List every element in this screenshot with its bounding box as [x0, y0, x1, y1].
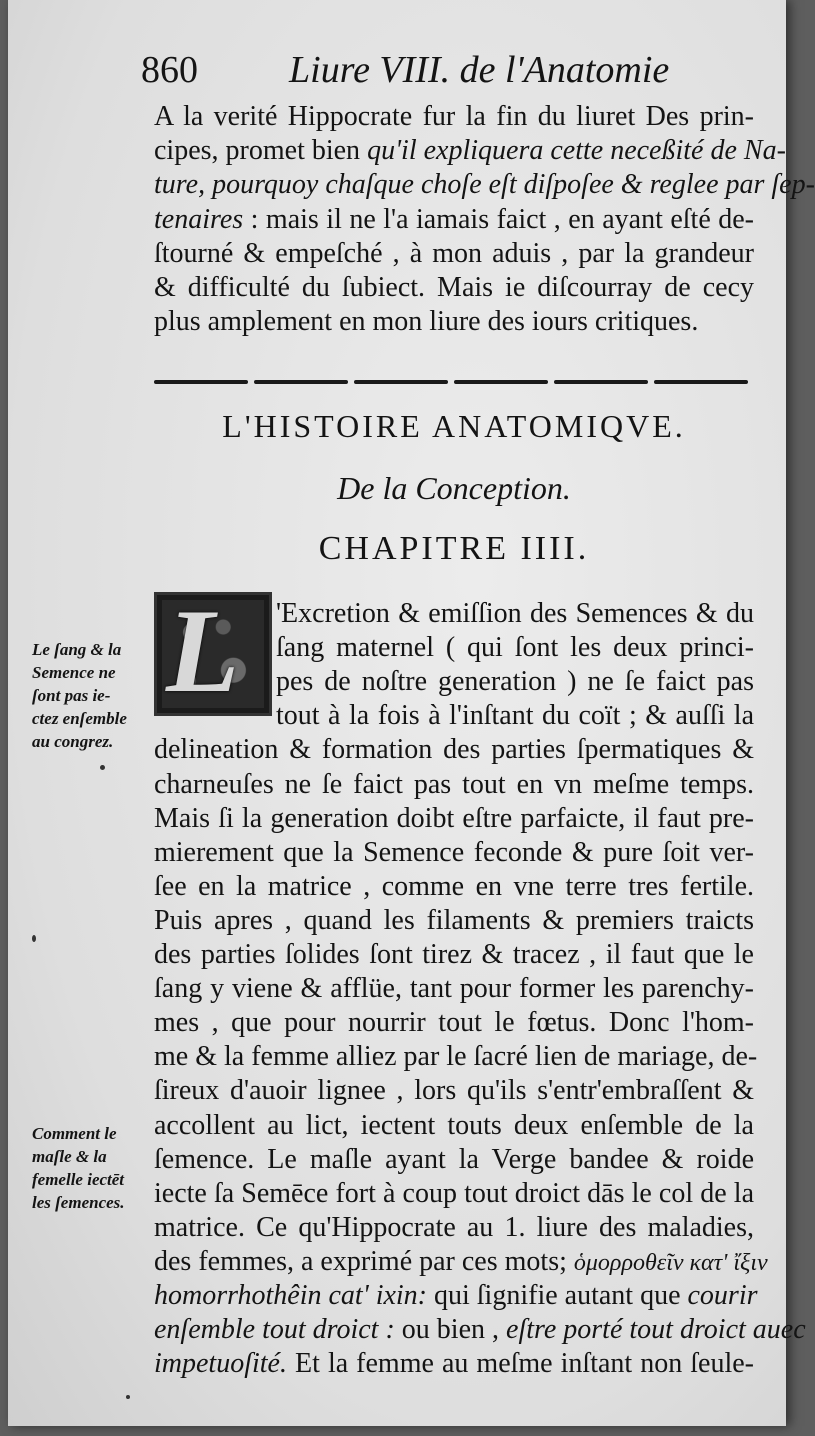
text-segment: ſtourné & empeſché , à mon aduis , par la grandeur	[154, 237, 754, 269]
text-line	[154, 1006, 754, 1040]
initial-letter: L	[166, 584, 240, 717]
text-segment: mierement que la Semence feconde & pure ſoit ver-	[154, 836, 754, 868]
italic-segment: enſemble tout droict :	[154, 1314, 395, 1346]
text-line	[154, 836, 754, 870]
text-segment: Mais ſi la generation doibt eſtre parfaicte, il faut pre-	[154, 802, 754, 834]
text-line	[154, 938, 754, 972]
text-segment: iecte ſa Semēce fort à coup tout droict dās le col de la	[154, 1177, 754, 1209]
text-line	[154, 1074, 754, 1108]
margin-note-line: Semence ne	[32, 663, 116, 682]
text-line	[154, 904, 754, 938]
margin-note-line: maſle & la	[32, 1147, 107, 1166]
text-line	[154, 168, 815, 202]
ink-speck	[32, 935, 36, 942]
text-line	[154, 870, 754, 904]
text-segment: Et la femme au meſme inſtant non ſeule-	[286, 1348, 754, 1380]
text-line	[154, 1279, 758, 1313]
margin-note-line: les ſemences.	[32, 1193, 125, 1212]
text-segment: des femmes, a exprimé par ces mots;	[154, 1245, 574, 1277]
text-segment: : mais il ne l'a iamais faict , en ayant eſté de-	[243, 203, 754, 235]
text-segment: ὁμορροθεῖν κατ' ἴξιν	[573, 1249, 768, 1276]
text-line	[276, 597, 754, 631]
margin-note	[32, 1122, 156, 1214]
text-segment: accollent au lict, iectent touts deux enſemble de la	[154, 1109, 754, 1141]
text-segment: ſang y viene & afflüe, tant pour former les parenchy-	[154, 973, 754, 1005]
text-segment: charneuſes ne ſe faict pas tout en vn meſme temps.	[154, 768, 754, 800]
margin-note-line: Le ſang & la	[32, 640, 122, 659]
text-segment: tout à la fois à l'inſtant du coït ; & auſſi la	[276, 700, 754, 732]
section-title: L'HISTOIRE ANATOMIQVE.	[222, 408, 686, 444]
text-line	[154, 768, 754, 802]
text-segment: des parties ſolides ſont tirez & tracez , il faut que le	[154, 939, 754, 970]
text-line	[276, 631, 754, 665]
text-line	[154, 733, 754, 767]
text-line	[154, 237, 754, 271]
text-segment: pes de noſtre generation ) ne ſe faict pas	[276, 666, 754, 698]
text-line	[276, 665, 754, 699]
text-line	[154, 802, 754, 836]
decorated-initial	[154, 584, 272, 717]
italic-segment: courir	[687, 1280, 758, 1311]
italic-segment: impetuoſité.	[154, 1348, 287, 1380]
text-line	[154, 134, 786, 168]
text-line	[154, 1177, 754, 1211]
margin-note-line: ctez enſemble	[32, 709, 127, 728]
text-segment: cipes, promet bien	[154, 135, 368, 167]
text-line	[154, 305, 754, 339]
italic-segment: eſtre porté tout droict auec	[506, 1314, 806, 1346]
text-line	[154, 1040, 758, 1074]
ornamental-rule	[154, 378, 748, 386]
text-line	[154, 1211, 754, 1245]
text-segment: matrice. Ce qu'Hippocrate au 1. liure des maladies,	[154, 1211, 754, 1243]
text-segment: ſee en la matrice , comme en vne terre tres fertile.	[154, 870, 754, 902]
text-segment: plus amplement en mon liure des iours critiques.	[154, 306, 699, 338]
italic-segment: tenaires	[154, 203, 244, 235]
text-segment: me & la femme alliez par le ſacré lien de mariage, de-	[154, 1041, 758, 1073]
text-segment: A la verité Hippocrate fur la fin du liuret Des prin-	[154, 101, 754, 132]
text-segment: qui ſignifie autant que	[427, 1280, 688, 1311]
margin-note-line: ſont pas ie-	[32, 686, 111, 705]
margin-note-line: femelle iectēt	[32, 1170, 125, 1189]
text-line	[154, 203, 754, 237]
text-line	[154, 1245, 768, 1280]
italic-segment: ture, pourquoy chaſque choſe eſt diſpoſee & reglee par ſep-	[154, 169, 815, 201]
text-line	[154, 1109, 754, 1143]
italic-segment: qu'il expliquera cette neceßité de Na-	[367, 135, 786, 167]
margin-note-line: Comment le	[32, 1124, 117, 1143]
text-segment: ou bien ,	[394, 1314, 507, 1346]
margin-note	[32, 638, 156, 753]
section-subtitle: De la Conception.	[337, 470, 571, 506]
page-header	[141, 48, 701, 98]
text-segment: ſemence. Le maſle ayant la Verge bandee & roide	[154, 1143, 754, 1175]
chapter-title: CHAPITRE IIII.	[318, 530, 590, 567]
text-segment: mes , que pour nourrir tout le fœtus. Donc l'hom-	[154, 1007, 754, 1039]
text-segment: ſang maternel ( qui ſont les deux princi-	[276, 632, 754, 664]
page-number: 860	[141, 49, 198, 91]
italic-segment: homorrhothêin cat' ixin:	[154, 1280, 427, 1311]
text-segment: Puis apres , quand les filaments & premiers traicts	[154, 904, 754, 936]
text-segment: & difficulté du ſubiect. Mais ie diſcourray de cecy	[154, 272, 754, 303]
text-line	[154, 972, 754, 1006]
text-segment: 'Excretion & emiſſion des Semences & du	[276, 598, 754, 629]
text-line	[154, 1143, 754, 1177]
text-segment: delineation & formation des parties ſpermatiques &	[154, 734, 754, 766]
text-segment: ſireux d'auoir lignee , lors qu'ils s'entr'embraſſent &	[154, 1075, 754, 1107]
ink-speck	[126, 1395, 130, 1399]
ink-speck	[100, 765, 105, 770]
text-line	[154, 1313, 806, 1347]
running-title: Liure VIII. de l'Anatomie	[289, 49, 670, 91]
text-line	[154, 1347, 754, 1381]
text-line	[276, 699, 754, 733]
book-page	[8, 0, 815, 1426]
text-line	[154, 271, 754, 305]
text-line	[154, 100, 754, 134]
margin-note-line: au congrez.	[32, 732, 114, 751]
